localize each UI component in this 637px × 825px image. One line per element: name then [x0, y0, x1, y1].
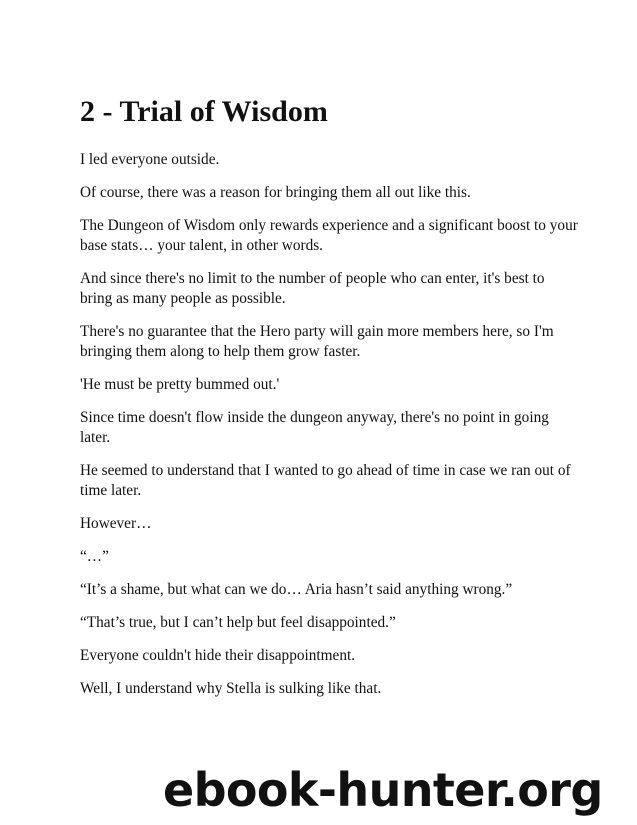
paragraph: He seemed to understand that I wanted to go ahead of time in case we ran out of time later. — [80, 462, 571, 499]
paragraph: Since time doesn't flow inside the dungeon anyway, there's no point in going later. — [80, 409, 549, 446]
paragraph: And since there's no limit to the number of people who can enter, it's best to bring as many people as possible. — [80, 270, 545, 307]
paragraph: I led everyone outside. — [80, 151, 220, 168]
paragraph: “…” — [80, 548, 109, 565]
paragraph: There's no guarantee that the Hero party will gain more members here, so I'm bringing them along to help them grow faster. — [80, 323, 554, 360]
paragraph: 'He must be pretty bummed out.' — [80, 376, 280, 393]
paragraph: “That’s true, but I can’t help but feel disappointed.” — [80, 614, 396, 631]
paragraph: The Dungeon of Wisdom only rewards experience and a significant boost to your base stats… your talent, in other words. — [80, 217, 578, 254]
chapter-title: 2 - Trial of Wisdom — [80, 95, 328, 128]
chapter-body — [80, 150, 580, 712]
paragraph: Of course, there was a reason for bringing them all out like this. — [80, 184, 471, 201]
paragraph: However… — [80, 515, 152, 532]
paragraph: Well, I understand why Stella is sulking like that. — [80, 680, 382, 697]
watermark-text: ebook-hunter.org — [163, 763, 603, 817]
paragraph: “It’s a shame, but what can we do… Aria hasn’t said anything wrong.” — [80, 581, 513, 598]
paragraph: Everyone couldn't hide their disappointment. — [80, 647, 356, 664]
